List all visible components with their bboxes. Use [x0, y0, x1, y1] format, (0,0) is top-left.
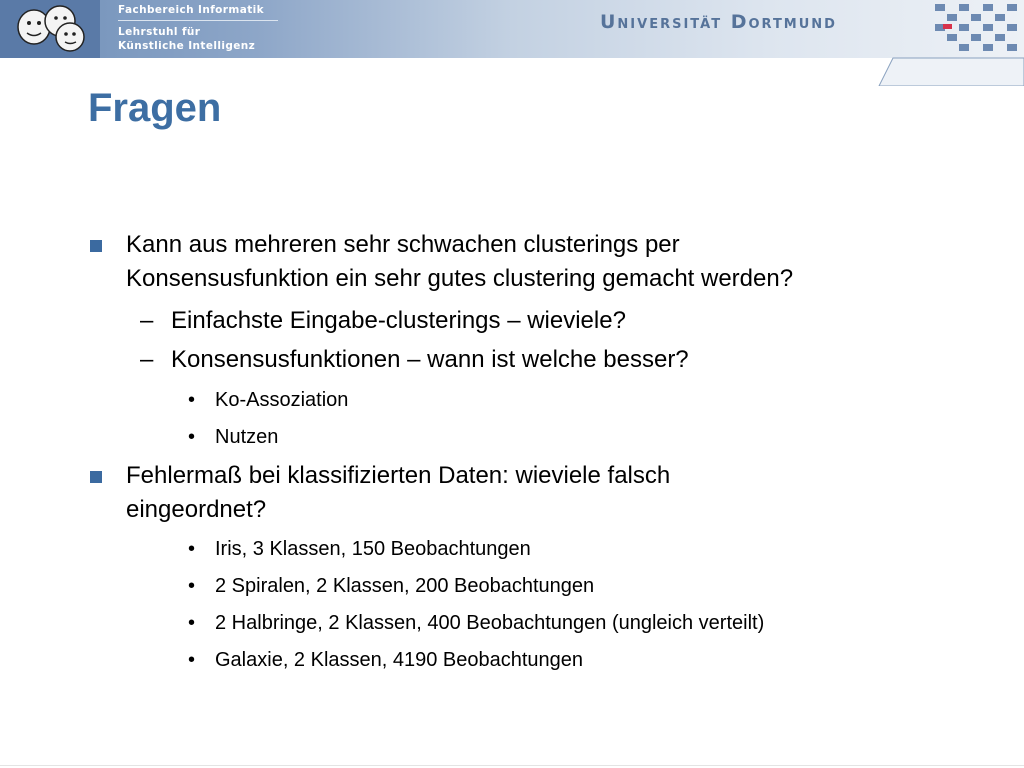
dataset-half-rings: 2 Halbringe, 2 Klassen, 400 Beobachtungen (ungleich verteilt)	[215, 612, 765, 634]
university-name: Universität Dortmund	[600, 11, 837, 33]
department-name: Fachbereich Informatik	[118, 4, 265, 16]
dot-bullet-icon: •	[188, 538, 196, 560]
dataset-spirals: 2 Spiralen, 2 Klassen, 200 Beobachtungen	[215, 575, 595, 597]
dash-bullet-icon: –	[140, 307, 154, 334]
square-bullet-icon	[90, 240, 102, 252]
chair-name-line2: Künstliche Intelligenz	[118, 40, 256, 52]
dot-bullet-icon: •	[188, 426, 196, 448]
dash-bullet-icon: –	[140, 346, 154, 373]
dataset-iris: Iris, 3 Klassen, 150 Beobachtungen	[215, 538, 531, 560]
sub-bullet-2: Konsensusfunktionen – wann ist welche besser?	[171, 346, 689, 373]
slide-title: Fragen	[88, 86, 222, 130]
dot-bullet-icon: •	[188, 575, 196, 597]
bullet-1-line-1: Kann aus mehreren sehr schwachen clusterings per	[126, 231, 680, 258]
dot-bullet-icon: •	[188, 612, 196, 634]
sub-sub-bullet-1: Ko-Assoziation	[215, 389, 349, 411]
dataset-galaxy: Galaxie, 2 Klassen, 4190 Beobachtungen	[215, 649, 584, 671]
bullet-1-line-2: Konsensusfunktion ein sehr gutes clustering gemacht werden?	[126, 265, 794, 292]
dot-bullet-icon: •	[188, 389, 196, 411]
chair-name-line1: Lehrstuhl für	[118, 26, 201, 38]
bullet-2-line-2: eingeordnet?	[126, 496, 267, 523]
sub-sub-bullet-2: Nutzen	[215, 426, 279, 448]
square-bullet-icon	[90, 471, 102, 483]
sub-bullet-1: Einfachste Eingabe-clusterings – wieviele?	[171, 307, 626, 334]
bullet-2-line-1: Fehlermaß bei klassifizierten Daten: wieviele falsch	[126, 462, 671, 489]
dot-bullet-icon: •	[188, 649, 196, 671]
footer-divider	[0, 765, 1024, 766]
